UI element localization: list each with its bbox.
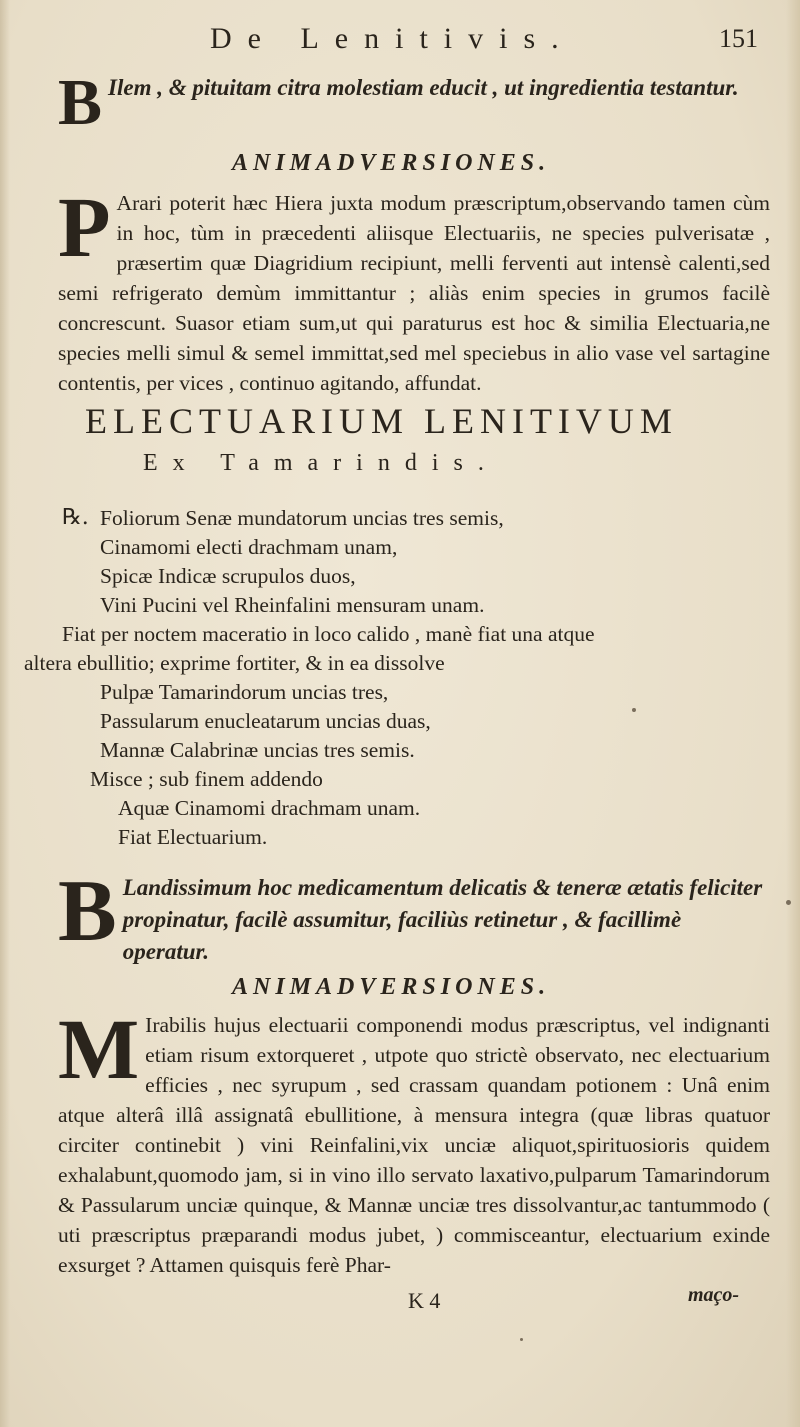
drop-cap: B <box>58 66 103 139</box>
paper-speck <box>520 1338 523 1341</box>
recipe-symbol: ℞. <box>62 505 89 530</box>
recipe-line: Passularum enucleatarum uncias duas, <box>100 709 431 733</box>
intro-paragraph <box>58 66 770 139</box>
page-number: 151 <box>719 24 758 53</box>
recipe-line: Mannæ Calabrinæ uncias tres semis. <box>100 738 415 762</box>
section-heading-animadversiones: ANIMADVERSIONES. <box>232 974 551 1000</box>
animadversiones-text: Arari poterit hæc Hiera juxta modum præscriptum,observando tamen cùm in hoc, tùm in præcedenti aliisque Electuariis, ne species pulverisatæ , præsertim quæ Diagridium recipiunt, melli ferventi aut intensè calenti,sed semi refrigerato demùm immittantur ; aliàs enim species in grumos facilè concrescunt. Suasor etiam sum,ut qui paraturus est hoc & similia Electuaria,ne species melli simul & semel immittat,sed mel speciebus in alio vase vel sartagine contentis, per vices , continuo agitando, affundat. <box>58 191 770 395</box>
drop-cap: M <box>58 1001 140 1097</box>
catchword: maço- <box>688 1284 740 1306</box>
recipe-line: altera ebullitio; exprime fortiter, & in ea dissolve <box>24 651 445 675</box>
paper-speck <box>786 900 791 905</box>
description-text: Landissimum hoc medicamentum delicatis & teneræ ætatis feliciter propinatur, facilè assumitur, faciliùs retinetur , & facillimè operatur. <box>122 875 763 964</box>
page-edge-right <box>786 0 800 1427</box>
drop-cap: B <box>58 863 117 960</box>
recipe-line: Cinamomi electi drachmam unam, <box>100 535 398 559</box>
animadversiones-paragraph <box>58 179 770 398</box>
recipe-line: Fiat per noctem maceratio in loco calido , manè fiat una atque <box>62 622 595 646</box>
drop-cap: P <box>58 179 111 275</box>
recipe-line: Spicæ Indicæ scrupulos duos, <box>100 564 356 588</box>
recipe-line: Aquæ Cinamomi drachmam unam. <box>118 796 421 820</box>
paper-speck <box>632 708 636 712</box>
recipe-line: Fiat Electuarium. <box>118 825 268 849</box>
recipe-title: ELECTUARIUM LENITIVUM <box>85 401 678 441</box>
running-title: De Lenitivis. <box>210 22 575 55</box>
recipe-line: Foliorum Senæ mundatorum uncias tres semis, <box>100 506 504 530</box>
page-edge-left <box>0 0 10 1427</box>
animadversiones-paragraph <box>58 1001 770 1280</box>
recipe-line: Vini Pucini vel Rheinfalini mensuram unam. <box>100 593 485 617</box>
recipe-subtitle: Ex Tamarindis. <box>143 450 499 476</box>
intro-text: Ilem , & pituitam citra molestiam educit , ut ingredientia testantur. <box>108 75 739 100</box>
recipe-line: Pulpæ Tamarindorum uncias tres, <box>100 680 389 704</box>
animadversiones-text: Irabilis hujus electuarii componendi modus præscriptus, vel indignanti etiam risum extorqueret , utpote quo strictè observato, nec electuarium efficies , nec syrupum , sed crassam quandam potionem : Unâ enim atque alterâ illâ assignatâ ebullitione, à mensura integra (quæ libras quatuor circiter continebit ) vini Reinfalini,vix unciæ aliquot,spirituosioris quidem exhalabunt,quomodo jam, si in vino illo servato laxativo,pulparum Tamarindorum & Passularum unciæ quinque, & Mannæ unciæ tres dissolvantur,ac tantummodo ( uti præscriptus præparandi modus jubet, ) commisceantur, electuarium exinde exsurget ? Attamen quisquis ferè Phar- <box>58 1013 770 1277</box>
signature-mark: K 4 <box>408 1288 441 1313</box>
section-heading-animadversiones: ANIMADVERSIONES. <box>232 150 551 176</box>
page-header <box>210 22 770 62</box>
recipe-line: Misce ; sub finem addendo <box>90 767 323 791</box>
description-paragraph <box>58 863 770 968</box>
